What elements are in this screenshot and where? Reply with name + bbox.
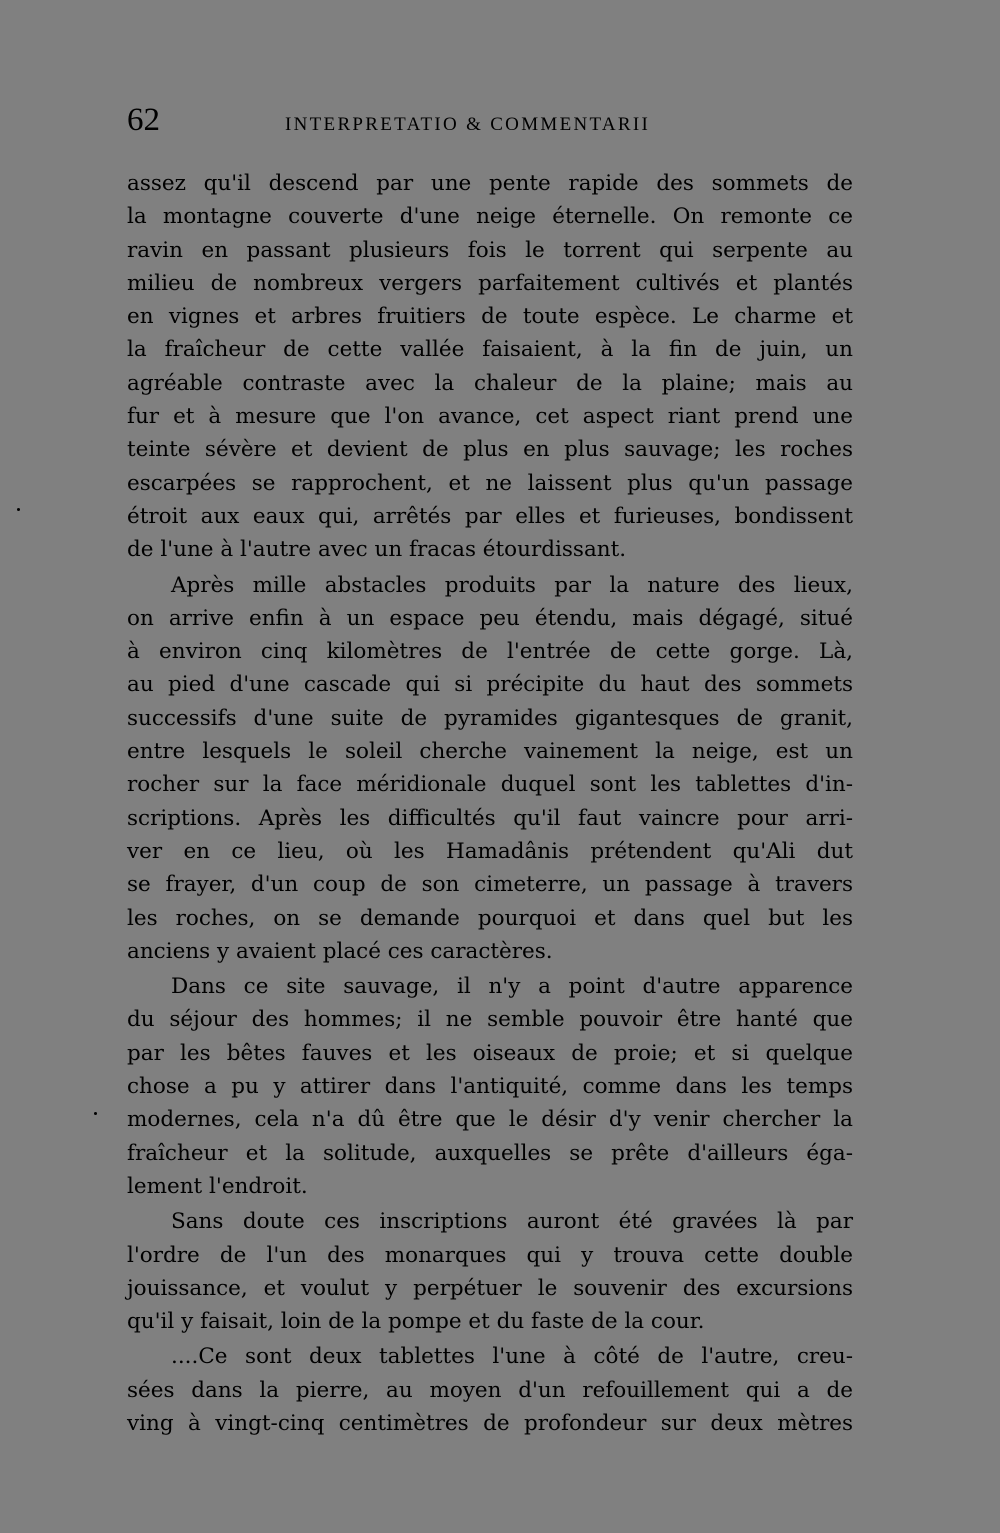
text-line: chose a pu y attirer dans l'antiquité, comme dans les temps [127,1074,853,1100]
text-line: de l'une à l'autre avec un fracas étourdissant. [127,537,627,563]
page-number: 62 [127,102,160,138]
text-line: successifs d'une suite de pyramides gigantesques de granit, [127,705,853,731]
text-line: jouissance, et voulut y perpétuer le souvenir des excursions [127,1275,853,1301]
text-line: Dans ce site sauvage, il n'y a point d'autre apparence [171,974,853,1000]
text-line: entre lesquels le soleil cherche vainement la neige, est un [127,739,853,765]
text-line: sées dans la pierre, au moyen d'un refouillement qui a de [127,1377,853,1403]
text-line: se frayer, d'un coup de son cimeterre, un passage à travers [127,872,853,898]
text-line: par les bêtes fauves et les oiseaux de proie; et si quelque [127,1040,853,1066]
running-title: INTERPRETATIO & COMMENTARII [285,114,651,135]
text-line: étroit aux eaux qui, arrêtés par elles et furieuses, bondissent [127,503,853,529]
text-line: les roches, on se demande pourquoi et dans quel but les [127,905,853,931]
paragraph [127,1205,853,1338]
text-line: fur et à mesure que l'on avance, cet aspect riant prend une [127,404,853,430]
text-line: la montagne couverte d'une neige éternelle. On remonte ce [127,204,853,230]
text-line: l'ordre de l'un des monarques qui y trouva cette double [127,1242,853,1268]
text-line: assez qu'il descend par une pente rapide des sommets de [127,171,853,196]
text-line: teinte sévère et devient de plus en plus sauvage; les roches [127,437,853,463]
paragraph [127,970,853,1203]
text-line: qu'il y faisait, loin de la pompe et du faste de la cour. [127,1309,705,1335]
text-line: anciens y avaient placé ces caractères. [127,938,553,964]
print-speck [17,508,20,511]
text-line: on arrive enfin à un espace peu étendu, mais dégagé, situé [127,605,853,631]
text-line: escarpées se rapprochent, et ne laissent plus qu'un passage [127,470,853,496]
text-line: au pied d'une cascade qui si précipite du haut des sommets [127,672,853,698]
text-line: en vignes et arbres fruitiers de toute espèce. Le charme et [127,304,853,330]
text-line: ravin en passant plusieurs fois le torrent qui serpente au [127,237,853,263]
text-line: du séjour des hommes; il ne semble pouvoir être hanté que [127,1007,853,1033]
body-text [127,167,853,1440]
text-line: lement l'endroit. [127,1173,308,1199]
text-line: modernes, cela n'a dû être que le désir d'y venir chercher la [127,1107,853,1133]
paragraph [127,167,853,567]
paragraph [127,569,853,969]
text-line: scriptions. Après les difficultés qu'il faut vaincre pour arri- [127,805,853,831]
paragraph [127,1340,853,1440]
text-line: à environ cinq kilomètres de l'entrée de cette gorge. Là, [127,639,853,665]
text-line: rocher sur la face méridionale duquel sont les tablettes d'in- [127,772,853,798]
text-line: fraîcheur et la solitude, auxquelles se prête d'ailleurs éga- [127,1140,853,1166]
text-line: milieu de nombreux vergers parfaitement cultivés et plantés [127,270,853,296]
text-line: ving à vingt-cinq centimètres de profondeur sur deux mètres [127,1410,853,1436]
page-header [127,98,853,148]
print-speck [94,1112,97,1115]
text-line: ....Ce sont deux tablettes l'une à côté de l'autre, creu- [171,1344,853,1370]
text-line: ver en ce lieu, où les Hamadânis prétendent qu'Ali dut [127,838,853,864]
text-line: agréable contraste avec la chaleur de la plaine; mais au [127,370,853,396]
text-line: Sans doute ces inscriptions auront été gravées là par [171,1209,853,1235]
text-line: la fraîcheur de cette vallée faisaient, à la fin de juin, un [127,337,853,363]
text-line: Après mille abstacles produits par la nature des lieux, [171,572,853,598]
